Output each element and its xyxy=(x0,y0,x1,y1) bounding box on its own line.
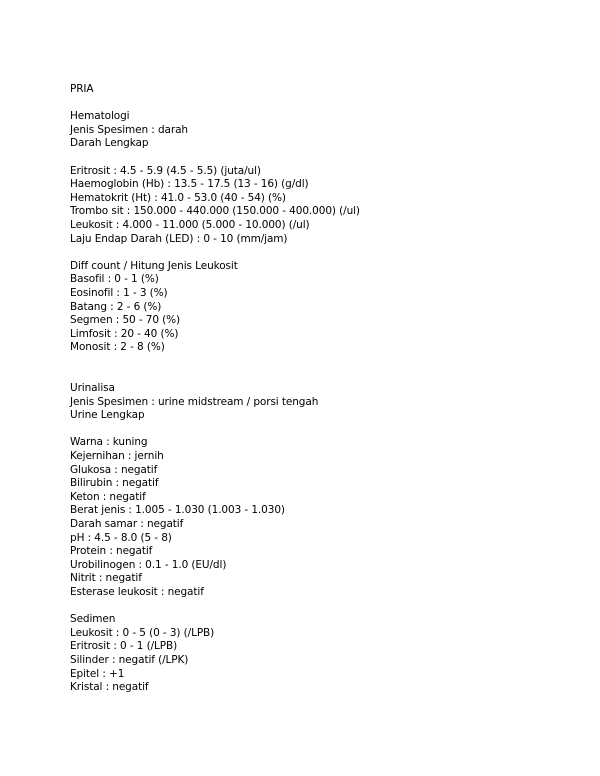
diff-count-item: Eosinofil : 1 - 3 (%) xyxy=(70,286,168,299)
spacer xyxy=(70,423,570,437)
urinalisa-item: Darah samar : negatif xyxy=(70,518,184,530)
diff-count-heading: Diff count / Hitung Jenis Leukosit xyxy=(70,259,238,272)
sedimen-item: Silinder : negatif (/LPK) xyxy=(70,653,189,666)
urinalisa-item: pH : 4.5 - 8.0 (5 - 8) xyxy=(70,531,172,544)
hematologi-specimen: Jenis Spesimen : darah xyxy=(70,123,188,136)
hematologi-item: Eritrosit : 4.5 - 5.9 (4.5 - 5.5) (juta/ul) xyxy=(70,164,261,177)
urinalisa-item: Urobilinogen : 0.1 - 1.0 (EU/dl) xyxy=(70,558,227,571)
sedimen-item: Kristal : negatif xyxy=(70,681,149,694)
sedimen-heading: Sedimen xyxy=(70,613,116,626)
urinalisa-section xyxy=(70,382,570,600)
sedimen-item: Leukosit : 0 - 5 (0 - 3) (/LPB) xyxy=(70,626,215,639)
spacer xyxy=(70,97,570,111)
page-title: PRIA xyxy=(70,83,94,95)
hematologi-heading: Hematologi xyxy=(70,110,130,123)
urinalisa-item: Bilirubin : negatif xyxy=(70,477,159,490)
hematologi-item: Hematokrit (Ht) : 41.0 - 53.0 (40 - 54) (%) xyxy=(70,191,286,204)
urinalisa-item: Kejernihan : jernih xyxy=(70,450,164,463)
hematologi-item: Laju Endap Darah (LED) : 0 - 10 (mm/jam) xyxy=(70,232,288,245)
document-page xyxy=(70,83,570,695)
diff-count-item: Batang : 2 - 6 (%) xyxy=(70,300,162,313)
hematologi-subheading: Darah Lengkap xyxy=(70,137,149,150)
urinalisa-item: Protein : negatif xyxy=(70,545,153,558)
hematologi-item: Leukosit : 4.000 - 11.000 (5.000 - 10.000) (/ul) xyxy=(70,218,310,231)
urinalisa-item: Keton : negatif xyxy=(70,490,146,503)
diff-count-item: Monosit : 2 - 8 (%) xyxy=(70,341,165,354)
diff-count-item: Limfosit : 20 - 40 (%) xyxy=(70,327,179,340)
diff-count-section xyxy=(70,260,570,355)
hematologi-item: Trombo sit : 150.000 - 440.000 (150.000 - 400.000) (/ul) xyxy=(70,205,360,218)
spacer xyxy=(70,151,570,165)
urinalisa-item: Glukosa : negatif xyxy=(70,463,158,476)
diff-count-item: Segmen : 50 - 70 (%) xyxy=(70,314,181,327)
urinalisa-item: Warna : kuning xyxy=(70,436,148,449)
hematologi-section xyxy=(70,110,570,246)
hematologi-item: Haemoglobin (Hb) : 13.5 - 17.5 (13 - 16) (g/dl) xyxy=(70,178,309,191)
urinalisa-item: Esterase leukosit : negatif xyxy=(70,585,204,598)
urinalisa-heading: Urinalisa xyxy=(70,382,115,395)
sedimen-item: Epitel : +1 xyxy=(70,667,125,680)
spacer xyxy=(70,600,570,614)
urinalisa-subheading: Urine Lengkap xyxy=(70,409,145,422)
sedimen-section xyxy=(70,613,570,695)
urinalisa-item: Nitrit : negatif xyxy=(70,572,142,585)
spacer xyxy=(70,355,570,382)
sedimen-item: Eritrosit : 0 - 1 (/LPB) xyxy=(70,640,178,653)
diff-count-item: Basofil : 0 - 1 (%) xyxy=(70,273,159,286)
spacer xyxy=(70,246,570,260)
urinalisa-item: Berat jenis : 1.005 - 1.030 (1.003 - 1.030) xyxy=(70,504,285,517)
urinalisa-specimen: Jenis Spesimen : urine midstream / porsi tengah xyxy=(70,395,319,408)
